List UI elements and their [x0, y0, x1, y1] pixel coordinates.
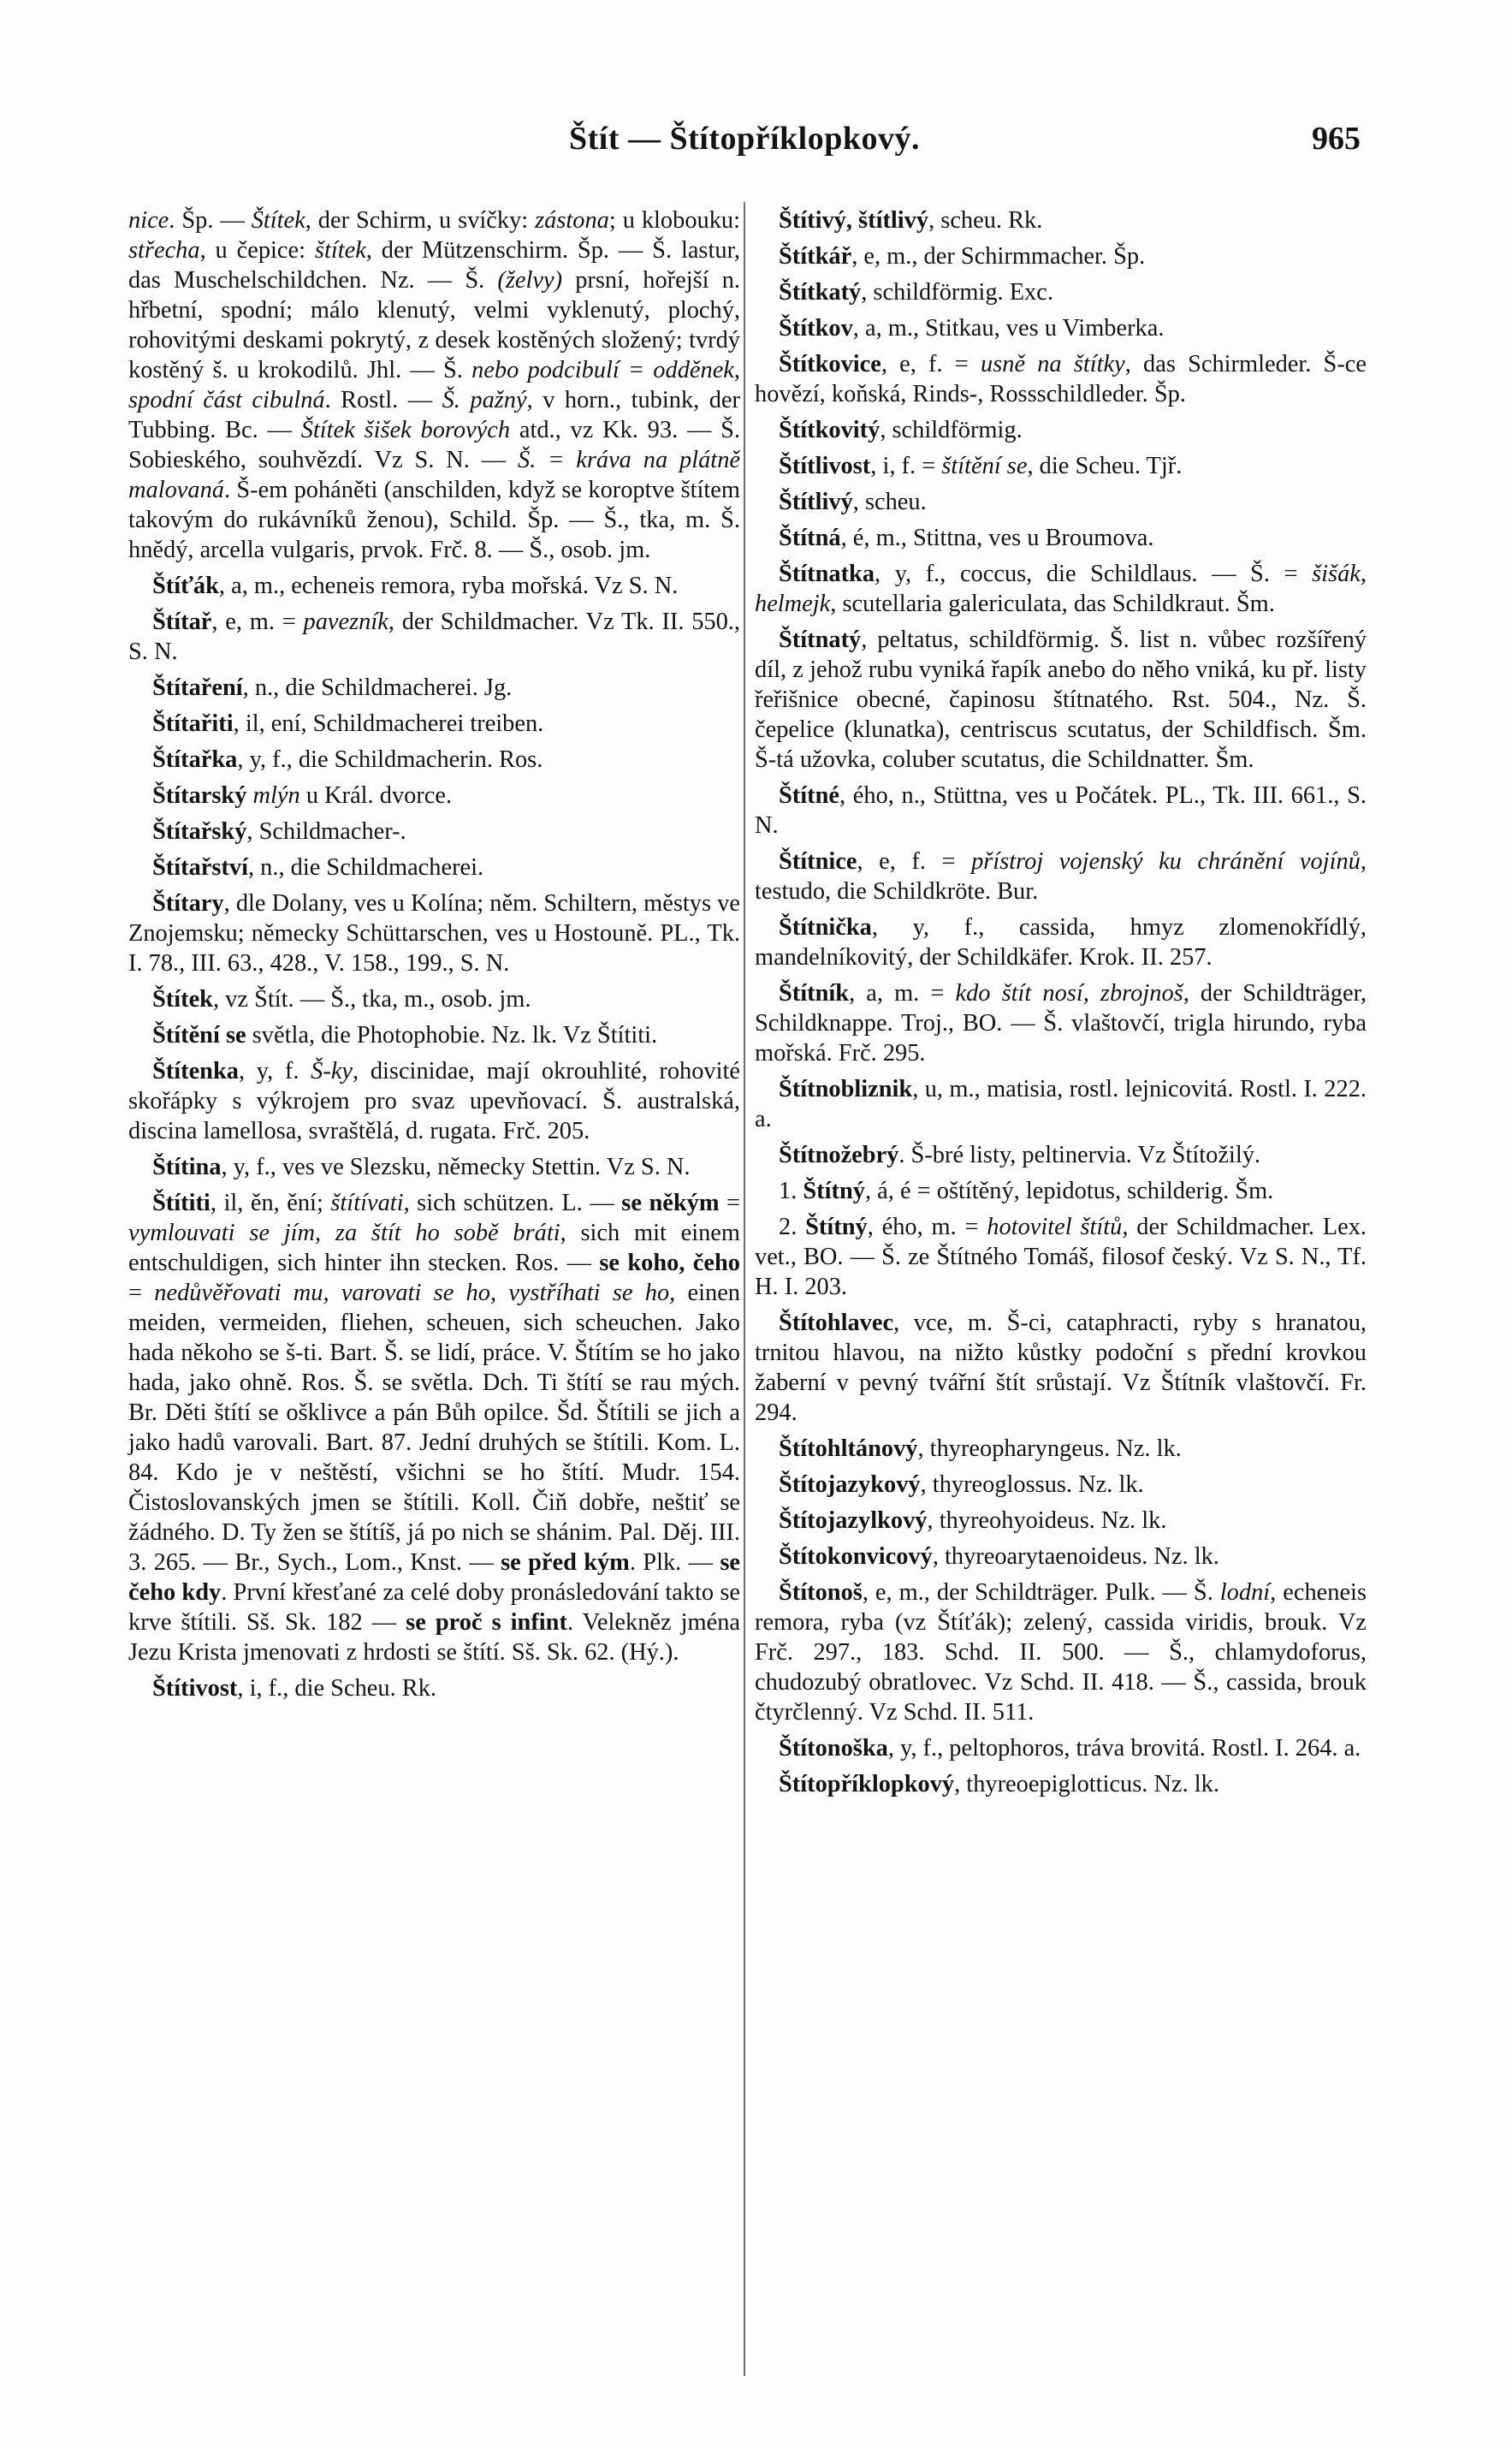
- dictionary-entry: Štítivý, štítlivý, scheu. Rk.: [779, 207, 1043, 234]
- left-column: [128, 205, 740, 1709]
- dictionary-entry: Štítina, y, f., ves ve Slezsku, německy Stettin. Vz S. N.: [152, 1154, 691, 1180]
- dictionary-entry: Štítařský, Schildmacher-.: [152, 818, 406, 845]
- dictionary-entry: Štítnobliznik, u, m., matisia, rostl. lejnicovitá. Rostl. I. 222. a.: [755, 1076, 1367, 1132]
- dictionary-entry: Štítlivost, i, f. = štítění se, die Scheu. Tjř.: [779, 453, 1183, 479]
- dictionary-entry: Štítohltánový, thyreopharyngeus. Nz. lk.: [779, 1435, 1182, 1462]
- dictionary-entry: Štítlivý, scheu.: [779, 489, 927, 515]
- dictionary-entry: Štítary, dle Dolany, ves u Kolína; něm. Schiltern, městys ve Znojemsku; německy Schüttarschen, ves u Hostouně. PL., Tk. I. 78., III. 63., 428., V. 158., 199., S. N.: [128, 890, 740, 977]
- dictionary-entry: Štítaření, n., die Schildmacherei. Jg.: [152, 674, 513, 701]
- dictionary-entry: 2. Štítný, ého, m. = hotovitel štítů, der Schildmacher. Lex. vet., BO. — Š. ze Štítného Tomáš, filosof český. Vz S. N., Tf. H. I. 203.: [755, 1214, 1367, 1300]
- dictionary-entry: Štítivost, i, f., die Scheu. Rk.: [152, 1675, 436, 1702]
- column-divider: [744, 202, 745, 2376]
- dictionary-entry: Štítohlavec, vce, m. Š-ci, cataphracti, ryby s hranatou, trnitou hlavou, na nižto kůstky podoční s přední krovkou žaberní v pevný tvářní štít srůstají. Vz Štítník vlaštovčí. Fr. 294.: [755, 1310, 1367, 1426]
- dictionary-entry: Štítenka, y, f. Š-ky, discinidae, mají okrouhlité, rohovité skořápky s výkrojem pro svaz upevňovací. Š. australská, discina lamellosa, svraštělá, d. rugata. Frč. 205.: [128, 1058, 740, 1144]
- dictionary-entry: nice. Šp. — Štítek, der Schirm, u svíčky: zástona; u klobouku: střecha, u čepice: štítek, der Mützenschirm. Šp. — Š. lastur, das Muschelschildchen. Nz. — Š. (želvy) prsní, hořejší n. hřbetní, spodní; málo klenutý, velmi vyklenutý, plochý, rohovitými deskami pokrytý, z desek kostěných složený; tvrdý kostěný š. u krokodilů. Jhl. — Š. nebo podcibulí = odděnek, spodní část cibulná. Rostl. — Š. pažný, v horn., tubink, der Tubbing. Bc. — Štítek šišek borových atd., vz Kk. 93. — Š. Sobieského, souhvězdí. Vz S. N. — Š. = kráva na plátně malovaná. Š-em poháněti (anschilden, když se koroptve štítem takovým do rukávníků ženou), Schild. Šp. — Š., tka, m. Š. hnědý, arcella vulgaris, prvok. Frč. 8. — Š., osob. jm.: [128, 207, 741, 563]
- dictionary-entry: Štítné, ého, n., Stüttna, ves u Počátek. PL., Tk. III. 661., S. N.: [755, 782, 1367, 839]
- right-column: [755, 205, 1367, 1805]
- running-title: Štít — Štítopříklopkový.: [568, 121, 921, 157]
- dictionary-entry: Štítění se světla, die Photophobie. Nz. lk. Vz Štítiti.: [152, 1022, 658, 1049]
- dictionary-entry: Štítonoš, e, m., der Schildträger. Pulk. — Š. lodní, echeneis remora, ryba (vz Štíťák); zelený, cassida viridis, brouk. Vz Frč. 297., 183. Schd. II. 500. — Š., chlamydoforus, chudozubý obratlovec. Vz Schd. II. 418. — Š., cassida, brouk čtyrčlenný. Vz Schd. II. 511.: [755, 1579, 1367, 1726]
- dictionary-entry: Štítonoška, y, f., peltophoros, tráva brovitá. Rostl. I. 264. a.: [779, 1735, 1361, 1762]
- dictionary-entry: Štítařství, n., die Schildmacherei.: [152, 854, 484, 881]
- dictionary-entry: Štítek, vz Štít. — Š., tka, m., osob. jm.: [152, 986, 531, 1013]
- dictionary-entry: Štítnička, y, f., cassida, hmyz zlomenokřídlý, mandelníkovitý, der Schildkäfer. Krok. II. 257.: [755, 914, 1367, 971]
- dictionary-entry: Štítnatka, y, f., coccus, die Schildlaus. — Š. = šišák, helmejk, scutellaria galericulata, das Schildkraut. Šm.: [755, 561, 1367, 617]
- dictionary-entry: Štítnatý, peltatus, schildförmig. Š. list n. vůbec rozšířený díl, z jehož rubu vyniká řapík anebo do něho vniká, ku př. listy řeřišnice obecné, čapinosu štítnatého. Rst. 504., Nz. Š. čepelice (klunatka), centriscus scutatus, der Schildfisch. Šm. Š-tá užovka, coluber scutatus, die Schildnatter. Šm.: [755, 627, 1367, 773]
- dictionary-entry: Štítná, é, m., Stittna, ves u Broumova.: [779, 525, 1154, 551]
- dictionary-entry: Štítokonvicový, thyreoarytaenoideus. Nz. lk.: [779, 1543, 1219, 1570]
- dictionary-entry: Štítopříklopkový, thyreoepiglotticus. Nz. lk.: [779, 1771, 1219, 1797]
- dictionary-entry: Štítojazykový, thyreoglossus. Nz. lk.: [779, 1471, 1144, 1498]
- dictionary-entry: Štítojazylkový, thyreohyoideus. Nz. lk.: [779, 1507, 1167, 1534]
- dictionary-entry: Štítiti, il, ěn, ění; štítívati, sich schützen. L. — se někým = vymlouvati se jím, za štít ho sobě bráti, sich mit einem entschuldigen, sich hinter ihn stecken. Ros. — se koho, čeho = nedůvěřovati mu, varovati se ho, vystříhati se ho, einen meiden, vermeiden, fliehen, scheuen, sich scheuchen. Jako hada někoho se š-ti. Bart. Š. se lidí, práce. V. Štítím se ho jako hada, jako ohně. Ros. Š. se světla. Dch. Ti štítí se rau mých. Br. Děti štítí se ošklivce a pán Bůh opilce. Šd. Štítili se jich a jako hadů varovali. Bart. 87. Jední druhých se štítili. Kom. L. 84. Kdo je v neštěstí, všichni se ho štítí. Mudr. 154. Čistoslovanských jmen se štítili. Koll. Čiň dobře, neštiť se žádného. D. Ty žen se štítíš, já po nich se shánim. Pal. Děj. III. 3. 265. — Br., Sych., Lom., Knst. — se před kým. Plk. — se čeho kdy. První křesťané za celé doby pronásledování takto se krve štítili. Sš. Sk. 182 — se proč s infint. Velekněz jména Jezu Krista jmenovati z hrdosti se štítí. Sš. Sk. 62. (Hý.).: [128, 1190, 741, 1666]
- dictionary-entry: Štítarský mlýn u Král. dvorce.: [152, 782, 453, 809]
- dictionary-entry: Štítkovice, e, f. = usně na štítky, das Schirmleder. Š-ce hovězí, koňská, Rinds-, Rossschildleder. Šp.: [755, 351, 1367, 407]
- dictionary-entry: Štítkatý, schildförmig. Exc.: [779, 279, 1053, 306]
- dictionary-entry: Štítnice, e, f. = přístroj vojenský ku chránění vojínů, testudo, die Schildkröte. Bur.: [755, 848, 1367, 905]
- page-number: 965: [1312, 121, 1361, 157]
- dictionary-entry: Štítkovitý, schildförmig.: [779, 417, 1023, 443]
- dictionary-entry: Štítník, a, m. = kdo štít nosí, zbrojnoš, der Schildträger, Schildknappe. Troj., BO. — Š. vlaštovčí, trigla hirundo, ryba mořská. Frč. 295.: [755, 980, 1367, 1067]
- page-header: [128, 120, 1361, 171]
- dictionary-entry: Štíťák, a, m., echeneis remora, ryba mořská. Vz S. N.: [152, 573, 679, 599]
- dictionary-entry: Štítař, e, m. = pavezník, der Schildmacher. Vz Tk. II. 550., S. N.: [128, 609, 740, 665]
- dictionary-entry: Štítařiti, il, ení, Schildmacherei treiben.: [152, 710, 544, 737]
- dictionary-entry: Štítkář, e, m., der Schirmmacher. Šp.: [779, 243, 1146, 270]
- dictionary-entry: Štítnožebrý. Š-bré listy, peltinervia. Vz Štítožilý.: [779, 1142, 1261, 1168]
- dictionary-entry: Štítkov, a, m., Stitkau, ves u Vimberka.: [779, 315, 1165, 342]
- dictionary-entry: Štítařka, y, f., die Schildmacherin. Ros.: [152, 746, 543, 773]
- dictionary-entry: 1. Štítný, á, é = oštítěný, lepidotus, schilderig. Šm.: [779, 1178, 1274, 1204]
